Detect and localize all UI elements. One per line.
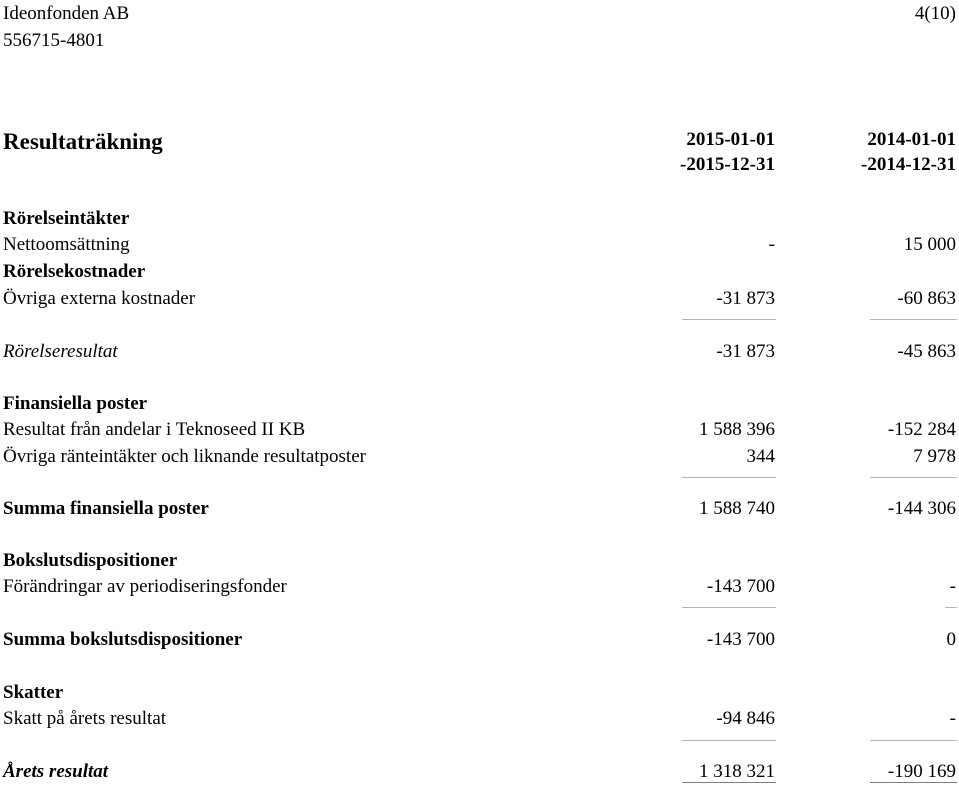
subtotal-value-2015: -31 873 xyxy=(716,341,775,362)
net-result-value-2014: -190 169 xyxy=(887,761,956,782)
row-value-2015: 1 588 396 xyxy=(699,419,775,440)
row-label: Förändringar av periodiseringsfonder xyxy=(3,576,287,597)
row-value-2015: -143 700 xyxy=(706,576,775,597)
section-heading: Rörelseintäkter xyxy=(3,208,130,229)
page-title: Resultaträkning xyxy=(3,129,163,154)
section-heading: Finansiella poster xyxy=(3,393,148,414)
sum-rule xyxy=(945,607,957,608)
underline-rule xyxy=(682,782,776,783)
org-number: 556715-4801 xyxy=(3,30,105,51)
period-1-from: 2015-01-01 xyxy=(686,129,775,150)
row-label: Skatt på årets resultat xyxy=(3,708,167,729)
section-heading: Rörelsekostnader xyxy=(3,261,146,282)
row-label: Övriga ränteintäkter och liknande resultatposter xyxy=(3,446,366,467)
row-value-2015: 344 xyxy=(746,446,775,467)
row-value-2014: 15 000 xyxy=(903,234,956,255)
sum-rule xyxy=(682,740,776,741)
subtotal-label: Summa finansiella poster xyxy=(3,498,209,519)
row-label: Övriga externa kostnader xyxy=(3,288,196,309)
subtotal-value-2015: -143 700 xyxy=(706,629,775,650)
section-heading: Bokslutsdispositioner xyxy=(3,550,178,571)
subtotal-value-2014: 0 xyxy=(946,629,956,650)
period-2-to: -2014-12-31 xyxy=(861,154,956,175)
subtotal-label: Rörelseresultat xyxy=(3,341,118,362)
row-label: Nettoomsättning xyxy=(3,234,130,255)
subtotal-label: Summa bokslutsdispositioner xyxy=(3,629,243,650)
row-value-2014: -152 284 xyxy=(887,419,956,440)
period-1-to: -2015-12-31 xyxy=(680,154,775,175)
row-value-2014: - xyxy=(949,576,956,597)
period-2-from: 2014-01-01 xyxy=(867,129,956,150)
page-number: 4(10) xyxy=(914,3,956,24)
sum-rule xyxy=(682,319,776,320)
section-heading: Skatter xyxy=(3,682,64,703)
sum-rule xyxy=(870,319,957,320)
underline-rule xyxy=(870,782,957,783)
net-result-label: Årets resultat xyxy=(3,761,109,782)
row-value-2015: -94 846 xyxy=(716,708,775,729)
row-value-2014: - xyxy=(949,708,956,729)
subtotal-value-2014: -144 306 xyxy=(887,498,956,519)
subtotal-value-2014: -45 863 xyxy=(897,341,956,362)
sum-rule xyxy=(682,477,776,478)
row-value-2015: - xyxy=(768,234,775,255)
company-name: Ideonfonden AB xyxy=(3,3,130,24)
row-value-2015: -31 873 xyxy=(716,288,775,309)
subtotal-value-2015: 1 588 740 xyxy=(699,498,775,519)
sum-rule xyxy=(682,607,776,608)
net-result-value-2015: 1 318 321 xyxy=(699,761,775,782)
row-value-2014: 7 978 xyxy=(913,446,956,467)
row-label: Resultat från andelar i Teknoseed II KB xyxy=(3,419,306,440)
sum-rule xyxy=(870,477,957,478)
sum-rule xyxy=(870,740,957,741)
row-value-2014: -60 863 xyxy=(897,288,956,309)
